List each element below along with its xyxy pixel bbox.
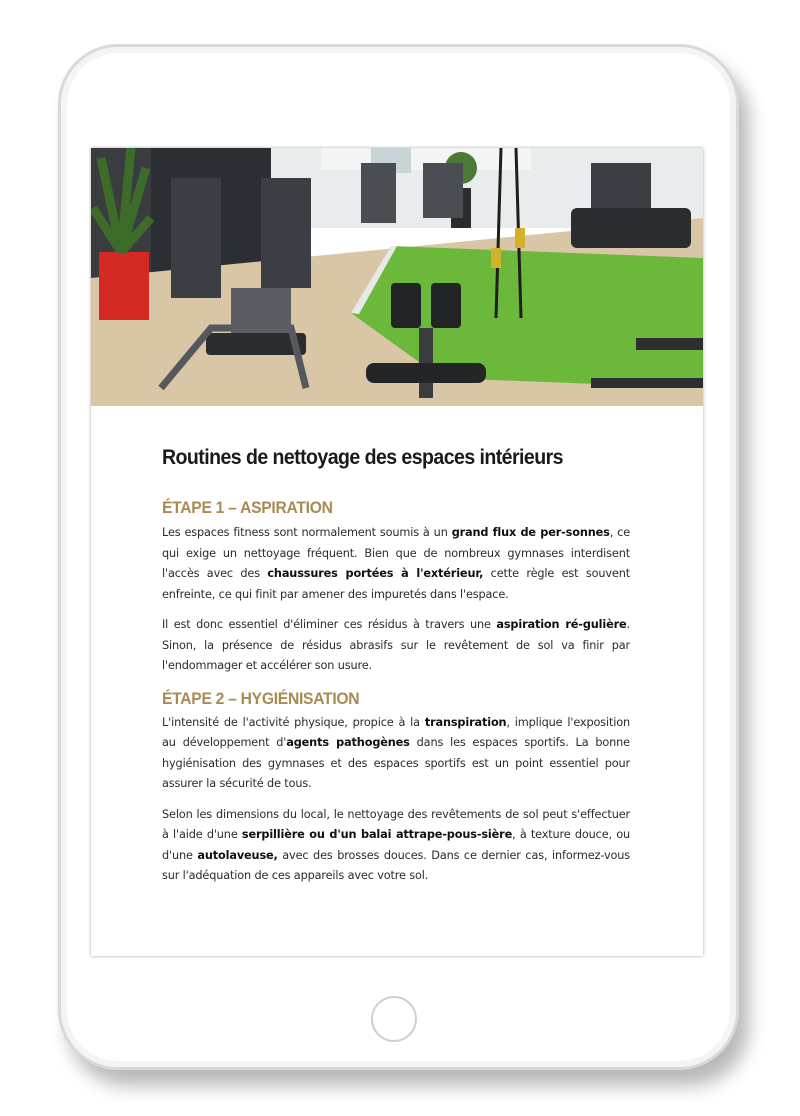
bold-run: aspiration ré-gulière (496, 618, 627, 631)
bold-run: chaussures portées à l'extérieur, (267, 567, 484, 580)
text-run: L'intensité de l'activité physique, propice à la (162, 715, 425, 729)
bold-run: transpiration (424, 715, 507, 729)
text-run: dans les espaces sportifs. La bonne hygiénisation des gymnases et des espaces sportifs est un point essentiel pour assurer la sécurité de tous. (162, 736, 630, 790)
bold-run: autolaveuse, (197, 848, 278, 862)
text-run: , ce qui exige un nettoyage fréquent. Bien que de nombreux gymnases interdisent l'accès avec des (162, 526, 631, 580)
text-run: , implique l'exposition au développement d' (162, 715, 631, 749)
text-run: Il est donc essentiel d'éliminer ces résidus à travers une (162, 618, 497, 631)
step1-paragraph-2 (162, 615, 630, 677)
text-run: avec des brosses douces. Dans ce dernier cas, informez-vous sur l'adéquation de ces appareils avec votre sol. (162, 848, 630, 882)
bold-run: agents pathogènes (286, 736, 410, 749)
bold-run: serpillière ou d'un balai attrape-pous-sière (241, 828, 513, 841)
article-title: Routines de nettoyage des espaces intérieurs (162, 446, 563, 469)
step1-paragraph-1 (162, 523, 630, 605)
text-run: cette règle est souvent enfreinte, ce qui finit par amener des impuretés dans l'espace. (162, 567, 630, 601)
text-run: Les espaces fitness sont normalement soumis à un (162, 526, 452, 539)
text-run: . Sinon, la présence de résidus abrasifs sur le revêtement de sol va finir par l'endommager et accélérer son usure. (162, 618, 630, 672)
text-run: Selon les dimensions du local, le nettoyage des revêtements de sol peut s'effectuer à l'aide d'une (162, 807, 630, 841)
home-button[interactable] (371, 996, 417, 1042)
step2-heading: ÉTAPE 2 – HYGIÉNISATION (162, 688, 360, 708)
text-run: , à texture douce, ou d'une (162, 828, 630, 862)
step2-paragraph-1 (162, 713, 630, 795)
step1-heading: ÉTAPE 1 – ASPIRATION (162, 498, 333, 517)
step2-paragraph-2 (162, 805, 630, 887)
gym-photo (91, 148, 703, 406)
bold-run: grand flux de per-sonnes (451, 526, 610, 539)
article (162, 446, 630, 887)
